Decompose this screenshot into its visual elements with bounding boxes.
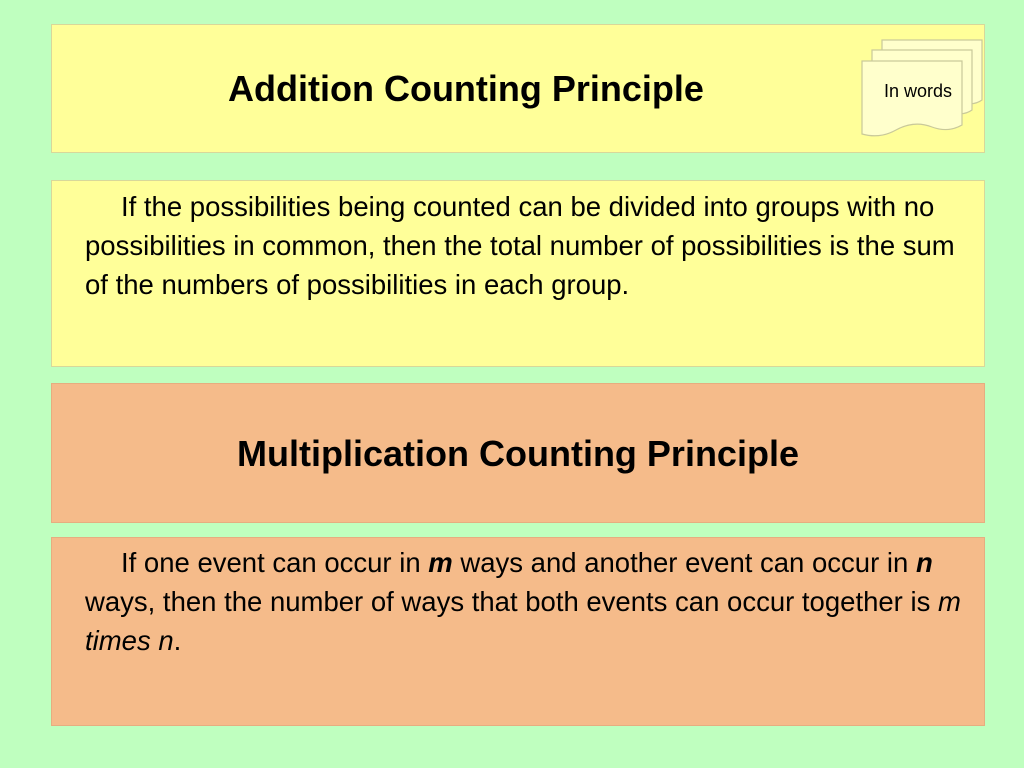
variable-m: m	[428, 547, 453, 578]
variable-n: n	[915, 547, 933, 578]
definition-text-part: ways, then the number of ways that both events can occur together is	[85, 586, 938, 617]
definition-text-part: ways and another event can occur in	[452, 547, 916, 578]
definition-text-part: .	[173, 625, 182, 656]
multiplication-definition-panel	[51, 537, 985, 726]
addition-definition-panel	[51, 180, 985, 367]
definition-text-part: If one event can occur in	[121, 547, 429, 578]
in-words-badge-label: In words	[883, 81, 953, 101]
m-times-n: m times n	[85, 586, 961, 656]
addition-definition-text: If the possibilities being counted can be divided into groups with no possibilities in common, then the total number of possibilities is the sum of the numbers of possibilities in each group.	[85, 191, 955, 300]
multiplication-title: Multiplication Counting Principle	[237, 433, 799, 474]
addition-header-panel	[51, 24, 985, 153]
multiplication-definition-text	[85, 543, 964, 660]
multiplication-header-panel	[51, 383, 985, 523]
addition-title: Addition Counting Principle	[228, 68, 704, 109]
